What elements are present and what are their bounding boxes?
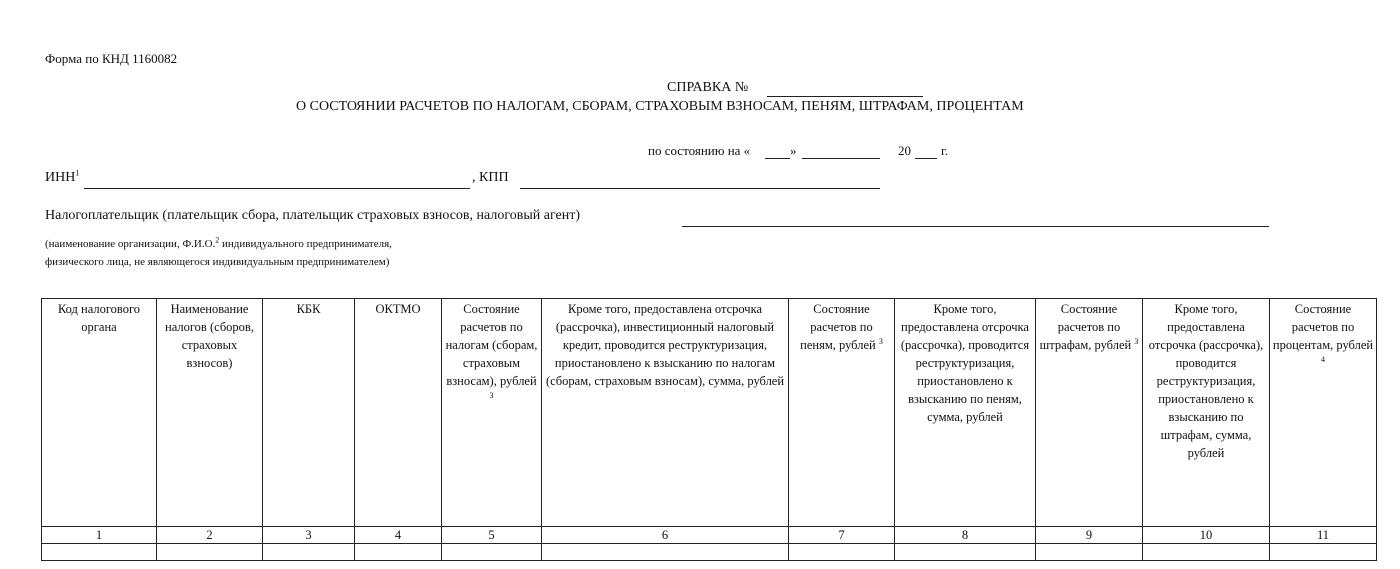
table-cell[interactable] (542, 544, 789, 561)
column-number-row (42, 527, 1377, 544)
certificate-subtitle: О СОСТОЯНИИ РАСЧЕТОВ ПО НАЛОГАМ, СБОРАМ, СТРАХОВЫМ ВЗНОСАМ, ПЕНЯМ, ШТРАФАМ, ПРОЦЕНТАМ (296, 99, 1024, 114)
column-number: 4 (355, 527, 442, 544)
date-year-field[interactable] (915, 158, 937, 159)
date-year-suffix: г. (941, 143, 949, 158)
header-cell: Состояние расчетов по штрафам, рублей $^3$ (1036, 299, 1143, 527)
date-month-field[interactable] (802, 158, 880, 159)
taxpayer-label: Налогоплательщик (плательщик сбора, плательщик страховых взносов, налоговый агент) (45, 208, 581, 223)
inn-label: ИНН$^1$ (45, 168, 80, 185)
column-number: 8 (895, 527, 1036, 544)
table-cell[interactable] (157, 544, 263, 561)
table-cell[interactable] (1036, 544, 1143, 561)
column-number: 5 (442, 527, 542, 544)
certificate-title: СПРАВКА № (667, 80, 749, 95)
date-quote-close: » (790, 143, 797, 158)
header-cell: Наименование налогов (сборов, страховых взносов) (157, 299, 263, 527)
header-cell: КБК (263, 299, 355, 527)
header-cell: Кроме того, предоставлена отсрочка (рассрочка), проводится реструктуризация, приостановлено к взысканию по пеням, сумма, рублей (895, 299, 1036, 527)
kpp-label: , КПП (472, 170, 509, 185)
table-cell[interactable] (442, 544, 542, 561)
form-code: Форма по КНД 1160082 (45, 51, 178, 66)
taxpayer-note-line2: физического лица, не являющегося индивидуальным предпринимателем) (45, 256, 390, 268)
column-number: 7 (789, 527, 895, 544)
inn-footnote-mark: 1 (75, 168, 80, 178)
header-cell: ОКТМО (355, 299, 442, 527)
column-number: 11 (1270, 527, 1377, 544)
header-cell: Кроме того, предоставлена отсрочка (рассрочка), инвестиционный налоговый кредит, проводится реструктуризация, приостановлено к взысканию по налогам (сборам, страховым взносам), сумма, рублей (542, 299, 789, 527)
settlements-table (41, 298, 1377, 561)
table-cell[interactable] (355, 544, 442, 561)
table-cell[interactable] (895, 544, 1036, 561)
header-cell: Состояние расчетов по пеням, рублей $^3$ (789, 299, 895, 527)
date-year-prefix: 20 (898, 143, 911, 158)
table-header-row (42, 299, 1377, 527)
table-cell[interactable] (263, 544, 355, 561)
taxpayer-note-line1: (наименование организации, Ф.И.О.$^2$ индивидуального предпринимателя, (45, 235, 392, 250)
column-number: 6 (542, 527, 789, 544)
date-day-field[interactable] (765, 158, 790, 159)
inn-field[interactable] (84, 188, 470, 189)
table-cell[interactable] (1270, 544, 1377, 561)
table-cell[interactable] (789, 544, 895, 561)
taxpayer-name-field[interactable] (682, 226, 1269, 227)
column-number: 1 (42, 527, 157, 544)
table-cell[interactable] (1143, 544, 1270, 561)
header-cell: Кроме того, предоставлена отсрочка (рассрочка), проводится реструктуризация, приостановлено к взысканию по штрафам, сумма, рублей (1143, 299, 1270, 527)
kpp-field[interactable] (520, 188, 880, 189)
column-number: 10 (1143, 527, 1270, 544)
table-cell[interactable] (42, 544, 157, 561)
column-number: 2 (157, 527, 263, 544)
header-cell: Состояние расчетов по налогам (сборам, страховым взносам), рублей $^3$ (442, 299, 542, 527)
header-cell: Код налогового органа (42, 299, 157, 527)
date-prefix: по состоянию на « (648, 143, 751, 158)
certificate-number-field[interactable] (767, 96, 923, 97)
column-number: 9 (1036, 527, 1143, 544)
table-row (42, 544, 1377, 561)
taxpayer-footnote-mark: 2 (215, 235, 220, 245)
header-cell: Состояние расчетов по процентам, рублей $^4$ (1270, 299, 1377, 527)
column-number: 3 (263, 527, 355, 544)
